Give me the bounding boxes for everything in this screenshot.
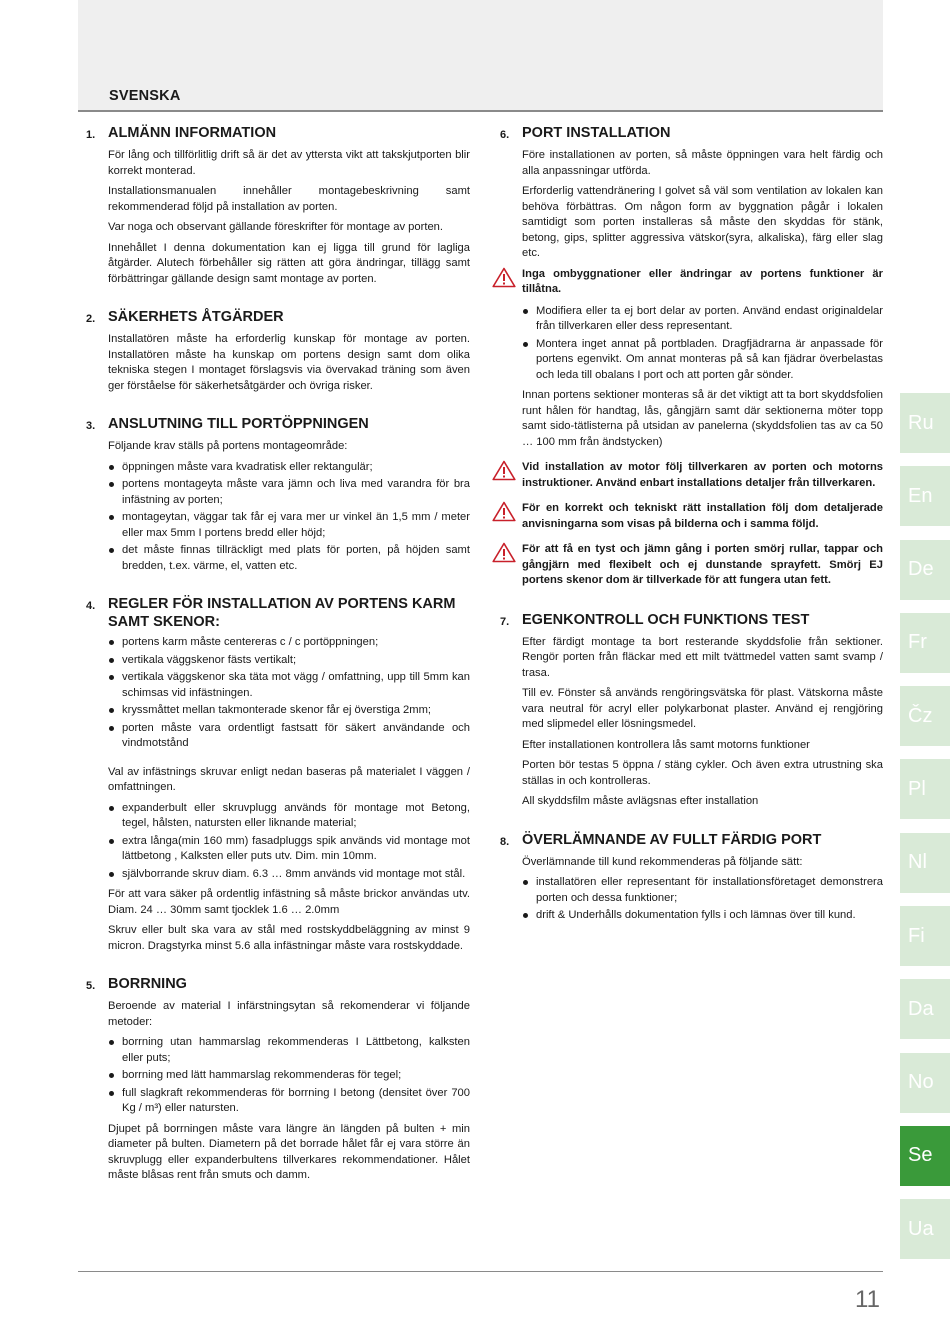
section-title: ÖVERLÄMNANDE AV FULLT FÄRDIG PORT [522, 831, 822, 848]
tab-de[interactable]: De [900, 540, 950, 600]
paragraph: Beroende av material I infärstningsytan så rekomenderar vi följande metoder: [108, 1000, 470, 1028]
bullet-list [108, 1035, 470, 1117]
tab-pl[interactable]: Pl [900, 759, 950, 819]
section-1 [86, 124, 470, 287]
list-item: expanderbult eller skruvplugg används för montage mot Betong, tegel, hålsten, natursten eller liknande material; [108, 801, 470, 832]
bullet-icon [109, 658, 114, 663]
paragraph: Skruv eller bult ska vara av stål med rostskyddbeläggning av minst 9 micron. Dragstyrka minst 5.6 alla infästningar måste vara rostskyddade. [108, 924, 470, 952]
tab-cz[interactable]: Čz [900, 686, 950, 746]
bullet-icon [523, 309, 528, 314]
bullet-icon [109, 708, 114, 713]
paragraph: Val av infästnings skruvar enligt nedan baseras på materialet I väggen / omfattningen. [108, 765, 470, 793]
warning-triangle-icon [492, 542, 516, 563]
warning-note: För att få en tyst och jämn gång i porten smörj rullar, tappar och gångjärn med flexibelt och ej dunstande sprayfett. Smörj EJ portens skenor dom är tillverkade för att fungera utan fett. [522, 542, 883, 589]
bullet-icon [109, 1091, 114, 1096]
list-item: portens montageyta måste vara jämn och liva med varandra för bra infästning av porten; [108, 477, 470, 508]
section-title: SÄKERHETS ÅTGÄRDER [108, 309, 284, 325]
section-number: 1. [86, 129, 96, 141]
bullet-icon [109, 872, 114, 877]
list-item: Modifiera eller ta ej bort delar av porten. Använd endast originaldelar från tillverkaren eller dess representant. [522, 304, 883, 335]
bullet-list [522, 304, 883, 384]
paragraph: Var noga och observant gällande föreskrifter för montage av porten. [108, 221, 443, 233]
list-item: full slagkraft rekommenderas för borrning I betong (densitet över 700 Kg / m³) eller natursten. [108, 1086, 470, 1117]
section-number: 4. [86, 600, 96, 612]
bullet-list [108, 460, 470, 575]
paragraph: Erforderlig vattendränering I golvet så väl som ventilation av lokalen kan behöva förbättras. Om någon form av byggnation pågår i lokalen samtidigt som porten installeras så måste den skyddas för stänk, betong, gips, splitter aggressiva vätskor(syra, alkaliska), färg eller slag etc. [522, 185, 883, 259]
bullet-icon [109, 839, 114, 844]
tab-ua[interactable]: Ua [900, 1199, 950, 1259]
section-title: PORT INSTALLATION [522, 125, 671, 141]
paragraph: Innehållet I denna dokumentation kan ej ligga till grund för lagliga åtgärder. Alutech förbehåller sig rätten att göra ändringar, tillägg samt förbättringar gällande design samt montage av porten. [108, 241, 470, 285]
paragraph: Efter installationen kontrollera lås samt motorns funktioner [522, 738, 810, 751]
tab-se[interactable]: Se [900, 1126, 950, 1186]
warning-note: Inga ombyggnationer eller ändringar av portens funktioner är tillåtna. [522, 267, 883, 298]
list-item: extra långa(min 160 mm) fasadpluggs spik används vid montage mot lättbetong , Kalksten eller puts utv. Dim. min 10mm. [108, 834, 470, 865]
section-number: 8. [500, 835, 510, 848]
page-number: 11 [855, 1286, 880, 1313]
section-8 [500, 831, 883, 924]
bullet-icon [109, 806, 114, 811]
warning-triangle-icon [492, 267, 516, 288]
list-item: borrning utan hammarslag rekommenderas I Lättbetong, kalksten eller puts; [108, 1035, 470, 1066]
warning-triangle-icon [492, 460, 516, 481]
bullet-icon [523, 880, 528, 885]
list-item: Montera inget annat på portbladen. Dragfjädrarna är anpassade för portens egenvikt. Om annat monteras på så kan fjädrar överbelastas och leda till obalans I port och att porten går sönder. [522, 337, 883, 384]
left-column [86, 124, 470, 1189]
section-title: REGLER FÖR INSTALLATION AV PORTENS KARM SAMT SKENOR: [108, 596, 456, 630]
warning-note: Vid installation av motor följ tillverkaren av porten och motorns instruktioner. Använd enbart installations detaljer från tillverkaren. [522, 460, 883, 491]
tab-nl[interactable]: Nl [900, 833, 950, 893]
bullet-list [108, 635, 470, 752]
bullet-icon [109, 482, 114, 487]
list-item: öppningen måste vara kvadratisk eller rektangulär; [108, 460, 470, 476]
footer-divider [78, 1271, 883, 1272]
paragraph: Innan portens sektioner monteras så är det viktigt att ta bort skyddsfolien runt hålen för handtag, lås, gångjärn samt där sektionerna möter topp samt sido-tätlisterna på utsidan av panelerna (skyddsfolien tas av ca 50 … 100 mm från ändstycken) [522, 389, 883, 448]
warning-triangle-icon [492, 501, 516, 522]
list-item: portens karm måste centereras c / c portöppningen; [108, 635, 470, 651]
section-2 [86, 308, 470, 394]
tab-fi[interactable]: Fi [900, 906, 950, 966]
list-item: porten måste vara ordentligt fastsatt för säkert användande och vindmotstånd [108, 721, 470, 752]
bullet-icon [109, 548, 114, 553]
list-item: kryssmåttet mellan takmonterade skenor får ej överstiga 2mm; [108, 703, 470, 719]
tab-en[interactable]: En [900, 466, 950, 526]
paragraph: Före installationen av porten, så måste öppningen vara helt färdig och alla anpassningar utförda. [522, 149, 883, 177]
bullet-icon [109, 640, 114, 645]
list-item: vertikala väggskenor ska täta mot vägg / omfattning, upp till 5mm kan schimsas vid infästningen. [108, 670, 470, 701]
right-column [500, 124, 883, 929]
page-title: SVENSKA [109, 88, 181, 104]
paragraph: Överlämnande till kund rekommenderas på följande sätt: [522, 855, 803, 868]
section-6 [500, 124, 883, 589]
list-item: självborrande skruv diam. 6.3 … 8mm används vid montage mot stål. [108, 867, 470, 883]
list-item: montageytan, väggar tak får ej vara mer ur vinkel än 1,5 mm / meter eller max 5mm I portens bredd eller höjd; [108, 510, 470, 541]
section-3 [86, 415, 470, 574]
section-title: BORRNING [108, 976, 187, 992]
section-title: EGENKONTROLL OCH FUNKTIONS TEST [522, 611, 810, 628]
section-title: ANSLUTNING TILL PORTÖPPNINGEN [108, 416, 369, 432]
warning-note: För en korrekt och tekniskt rätt installation följ dom detaljerade anvisningarna som visas på bilderna och i samma följd. [522, 501, 883, 532]
section-number: 3. [86, 420, 96, 432]
tab-fr[interactable]: Fr [900, 613, 950, 673]
section-4 [86, 595, 470, 954]
section-number: 5. [86, 980, 96, 992]
tab-ru[interactable]: Ru [900, 393, 950, 453]
bullet-icon [523, 342, 528, 347]
section-number: 6. [500, 129, 510, 141]
section-title: ALMÄNN INFORMATION [108, 125, 277, 141]
bullet-icon [109, 1073, 114, 1078]
section-7 [500, 611, 883, 810]
bullet-icon [523, 913, 528, 918]
bullet-icon [109, 675, 114, 680]
bullet-icon [109, 1040, 114, 1045]
section-5 [86, 975, 470, 1184]
list-item: borrning med lätt hammarslag rekommenderas för tegel; [108, 1068, 470, 1084]
paragraph: Till ev. Fönster så används rengöringsvätska för plast. Vätskorna måste vara neutral för acryl eller polykarbonat plaster. Använd ej rengjöring med slipmedel eller lösningsmedel. [522, 687, 883, 730]
list-item: det måste finnas tillräckligt med plats för porten, på höjden samt bredden, t.ex. värme, el, vatten etc. [108, 543, 470, 574]
bullet-icon [109, 465, 114, 470]
paragraph: All skyddsfilm måste avlägsnas efter installation [522, 795, 759, 807]
list-item: vertikala väggskenor fästs vertikalt; [108, 653, 470, 669]
bullet-icon [109, 726, 114, 731]
paragraph: För att vara säker på ordentlig infästning så måste brickor användas utv. Diam. 24 … 30mm samt tjocklek 1.6 … 2.0mm [108, 888, 470, 916]
paragraph: Djupet på borrningen måste vara längre än längden på bulten + min diameter på bulten. Diametern på det borrade hålet får ej vara större än skruvplugg eller expanderbultens tillverkares rekommendationer. Hålet måste blåsas rent från smuts och damm. [108, 1122, 470, 1181]
bullet-list [522, 875, 883, 924]
list-item: drift & Underhålls dokumentation fylls i och lämnas över till kund. [522, 908, 883, 924]
tab-no[interactable]: No [900, 1053, 950, 1113]
paragraph: Följande krav ställs på portens montageområde: [108, 440, 348, 452]
bullet-list [108, 801, 470, 883]
paragraph: Porten bör testas 5 öppna / stäng cykler. Och även extra utrustning ska ställas in och kontrolleras. [522, 759, 883, 787]
language-tabs [900, 393, 950, 1273]
section-number: 2. [86, 313, 96, 325]
tab-da[interactable]: Da [900, 979, 950, 1039]
paragraph: För lång och tillförlitlig drift så är det av yttersta vikt att takskjutporten blir korrekt monterad. [108, 149, 470, 177]
paragraph: Installatören måste ha erforderlig kunskap för montage av porten. Installatören måste ha kunskap om portens design samt dom olika tekniska stegen I montaget förslagsvis via övervakad träning som även ger förståelse för säkerhetsåtgärder och övriga risker. [108, 333, 470, 392]
paragraph: Installationsmanualen innehåller montagebeskrivning samt rekommenderad följd på installation av porten. [108, 185, 470, 213]
bullet-icon [109, 515, 114, 520]
header-band [78, 0, 883, 112]
paragraph: Efter färdigt montage ta bort resterande skyddsfolie från sektioner. Rengör porten från fläckar med ett milt tvättmedel vatten samt svamp / trasa. [522, 635, 883, 679]
list-item: installatören eller representant för installationsföretaget demonstrera porten och dessa funktioner; [522, 875, 883, 906]
section-number: 7. [500, 615, 510, 628]
